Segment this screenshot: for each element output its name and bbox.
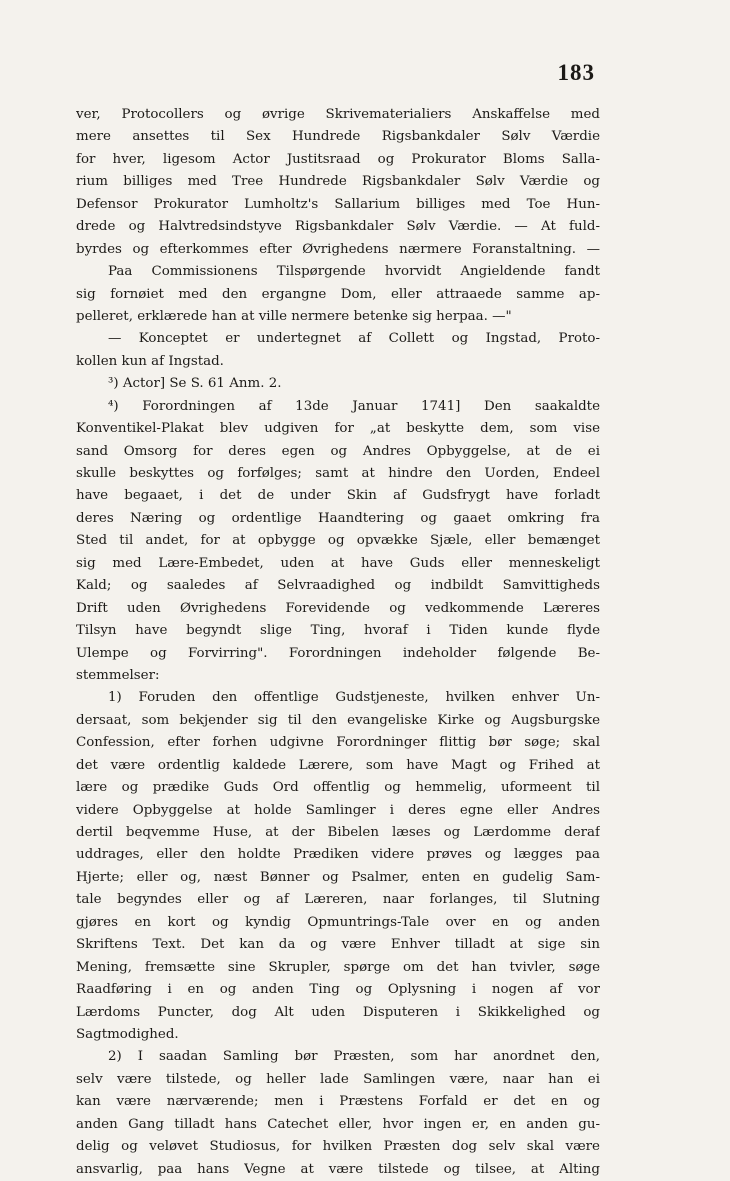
- text-line: drede og Halvtredsindstyve Rigsbankdaler Sølv Værdie. — At fuld-: [76, 219, 600, 235]
- text-line: have begaaet, i det de under Skin af Gudsfrygt have forladt: [76, 488, 600, 504]
- text-line: Ulempe og Forvirring". Forordningen indeholder følgende Be-: [76, 645, 600, 661]
- body-text: [76, 104, 600, 1181]
- text-line: lære og prædike Guds Ord offentlig og hemmelig, uformeent til: [76, 780, 600, 796]
- text-line: dertil beqvemme Huse, at der Bibelen læses og Lærdomme deraf: [76, 825, 600, 840]
- text-line: dersaat, som bekjender sig til den evangeliske Kirke og Augsburgske: [76, 712, 600, 728]
- text-line: Kald; og saaledes af Selvraadighed og indbildt Samvittigheds: [76, 578, 600, 594]
- text-line: skulle beskyttes og forfølges; samt at hindre den Uorden, Endeel: [76, 466, 600, 481]
- text-line: delig og veløvet Studiosus, for hvilken Præsten dog selv skal være: [76, 1139, 600, 1155]
- text-line: Defensor Prokurator Lumholtz's Sallarium billiges med Toe Hun-: [76, 196, 600, 212]
- text-line: Drift uden Øvrighedens Forevidende og vedkommende Læreres: [76, 600, 600, 616]
- text-line: Confession, efter forhen udgivne Forordninger flittig bør søge; skal: [76, 735, 600, 751]
- text-line: ⁴) Forordningen af 13de Januar 1741] Den saakaldte: [108, 398, 600, 414]
- text-line: kollen kun af Ingstad.: [76, 353, 224, 369]
- text-line: kan være nærværende; men i Præstens Forfald er det en og: [76, 1094, 600, 1110]
- text-line: uddrages, eller den holdte Prædiken videre prøves og lægges paa: [76, 847, 600, 863]
- text-line: ³) Actor] Se S. 61 Anm. 2.: [108, 376, 282, 392]
- text-line: anden Gang tilladt hans Catechet eller, hvor ingen er, en anden gu-: [76, 1116, 600, 1132]
- text-line: Hjerte; eller og, næst Bønner og Psalmer, enten en gudelig Sam-: [76, 869, 600, 885]
- text-line: Sagtmodighed.: [76, 1026, 179, 1042]
- text-line: mere ansettes til Sex Hundrede Rigsbankdaler Sølv Værdie: [76, 129, 600, 145]
- text-line: Sted til andet, for at opbygge og opvække Sjæle, eller bemænget: [76, 533, 600, 549]
- text-line: Mening, fremsætte sine Skrupler, spørge om det han tvivler, søge: [76, 959, 600, 975]
- text-line: tale begyndes eller og af Læreren, naar forlanges, til Slutning: [76, 892, 600, 908]
- text-line: videre Opbyggelse at holde Samlinger i deres egne eller Andres: [76, 802, 600, 818]
- text-line: rium billiges med Tree Hundrede Rigsbankdaler Sølv Værdie og: [76, 174, 600, 190]
- text-line: selv være tilstede, og heller lade Samlingen være, naar han ei: [76, 1071, 600, 1087]
- text-line: 2) I saadan Samling bør Præsten, som har anordnet den,: [108, 1049, 600, 1065]
- text-line: 1) Foruden den offentlige Gudstjeneste, hvilken enhver Un-: [108, 690, 600, 706]
- text-line: deres Næring og ordentlige Haandtering og gaaet omkring fra: [76, 510, 600, 526]
- text-line: sig med Lære-Embedet, uden at have Guds eller menneskeligt: [76, 555, 600, 571]
- text-line: Paa Commissionens Tilspørgende hvorvidt Angieldende fandt: [108, 264, 600, 280]
- text-line: — Konceptet er undertegnet af Collett og Ingstad, Proto-: [108, 331, 600, 347]
- page-number: 183: [557, 60, 595, 85]
- text-line: Raadføring i en og anden Ting og Oplysning i nogen af vor: [76, 982, 600, 998]
- text-line: Tilsyn have begyndt slige Ting, hvoraf i Tiden kunde flyde: [76, 623, 600, 639]
- text-line: for hver, ligesom Actor Justitsraad og Prokurator Bloms Salla-: [76, 151, 600, 167]
- text-line: det være ordentlig kaldede Lærere, som have Magt og Frihed at: [76, 757, 600, 773]
- text-line: ansvarlig, paa hans Vegne at være tilstede og tilsee, at Alting: [76, 1161, 600, 1177]
- text-line: sig fornøiet med den ergangne Dom, eller attraaede samme ap-: [76, 286, 600, 302]
- text-line: stemmelser:: [76, 667, 160, 683]
- text-line: sand Omsorg for deres egen og Andres Opbyggelse, at de ei: [76, 443, 600, 459]
- text-line: Skriftens Text. Det kan da og være Enhver tilladt at sige sin: [76, 937, 600, 953]
- text-line: Konventikel-Plakat blev udgiven for „at beskytte dem, som vise: [76, 421, 600, 437]
- text-line: Lærdoms Puncter, dog Alt uden Disputeren i Skikkelighed og: [76, 1004, 600, 1020]
- text-line: ver, Protocollers og øvrige Skrivematerialiers Anskaffelse med: [76, 107, 600, 122]
- text-line: gjøres en kort og kyndig Opmuntrings-Tale over en og anden: [76, 914, 600, 930]
- text-line: pelleret, erklærede han at ville nermere betenke sig herpaa. —": [76, 308, 512, 324]
- text-line: byrdes og efterkommes efter Øvrighedens nærmere Foranstaltning. —: [76, 241, 600, 257]
